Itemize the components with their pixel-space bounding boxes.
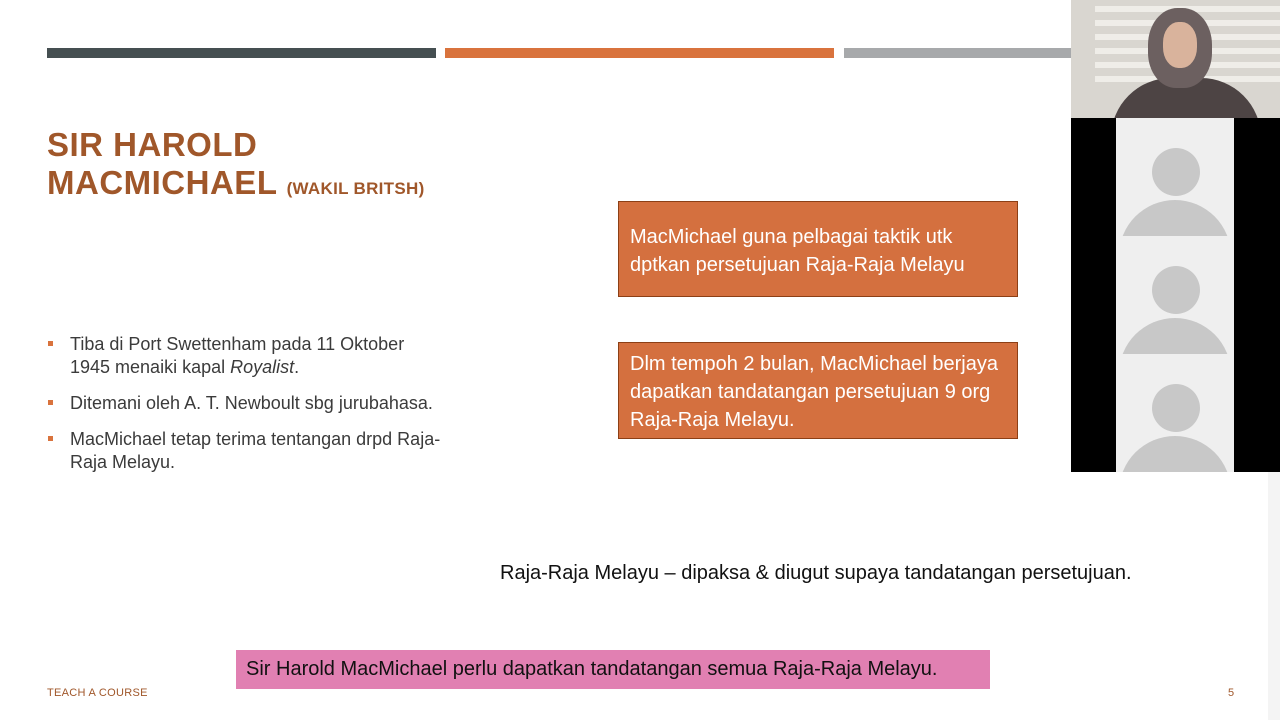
avatar-body-icon [1119,200,1231,236]
slide-note: Raja-Raja Melayu – dipaksa & diugut supaya tandatangan persetujuan. [500,562,1132,584]
avatar-icon [1152,384,1200,432]
title-name: MACMICHAEL [47,164,277,201]
title-subtitle: (WAKIL BRITSH) [286,179,425,198]
bullet-item [47,428,447,474]
avatar-icon [1152,266,1200,314]
page-number: 5 [1228,687,1235,699]
participant-tile[interactable] [1116,236,1234,354]
bullet-marker-icon [48,400,53,405]
accent-bar-dark [47,48,436,58]
avatar-body-icon [1119,436,1231,472]
participant-tile[interactable] [1116,354,1234,472]
slide-title [47,126,567,208]
accent-bar-orange [445,48,834,58]
bullet-emphasis: Royalist [230,357,295,377]
bullet-marker-icon [48,436,53,441]
bullet-marker-icon [48,341,53,346]
title-line-2 [47,164,567,208]
subtitle-caption: Sir Harold MacMichael perlu dapatkan tandatangan semua Raja-Raja Melayu. [236,650,990,689]
bullet-item [47,392,447,415]
avatar-icon [1152,148,1200,196]
title-line-1: SIR HAROLD [47,126,258,163]
bullet-text: Tiba di Port Swettenham pada 11 Oktober 1945 menaiki kapal [70,334,405,377]
bullet-tail: . [294,357,300,377]
footer-course-label: TEACH A COURSE [47,687,148,699]
bullet-text: MacMichael tetap terima tentangan drpd Raja-Raja Melayu. [70,429,441,472]
participant-tile[interactable] [1116,118,1234,236]
annotation-box-tactics: MacMichael guna pelbagai taktik utk dptkan persetujuan Raja-Raja Melayu [618,201,1018,297]
avatar-body-icon [1119,318,1231,354]
accent-bar-gray [844,48,1074,58]
bullet-list [47,333,447,487]
video-participants-panel [1071,0,1280,472]
presenter-video-tile[interactable] [1071,0,1280,118]
bullet-text: Ditemani oleh A. T. Newboult sbg jurubahasa. [70,393,433,413]
presenter-face [1163,22,1197,68]
bullet-item [47,333,447,379]
annotation-box-signatures: Dlm tempoh 2 bulan, MacMichael berjaya dapatkan tandatangan persetujuan 9 org Raja-Raja Melayu. [618,342,1018,439]
